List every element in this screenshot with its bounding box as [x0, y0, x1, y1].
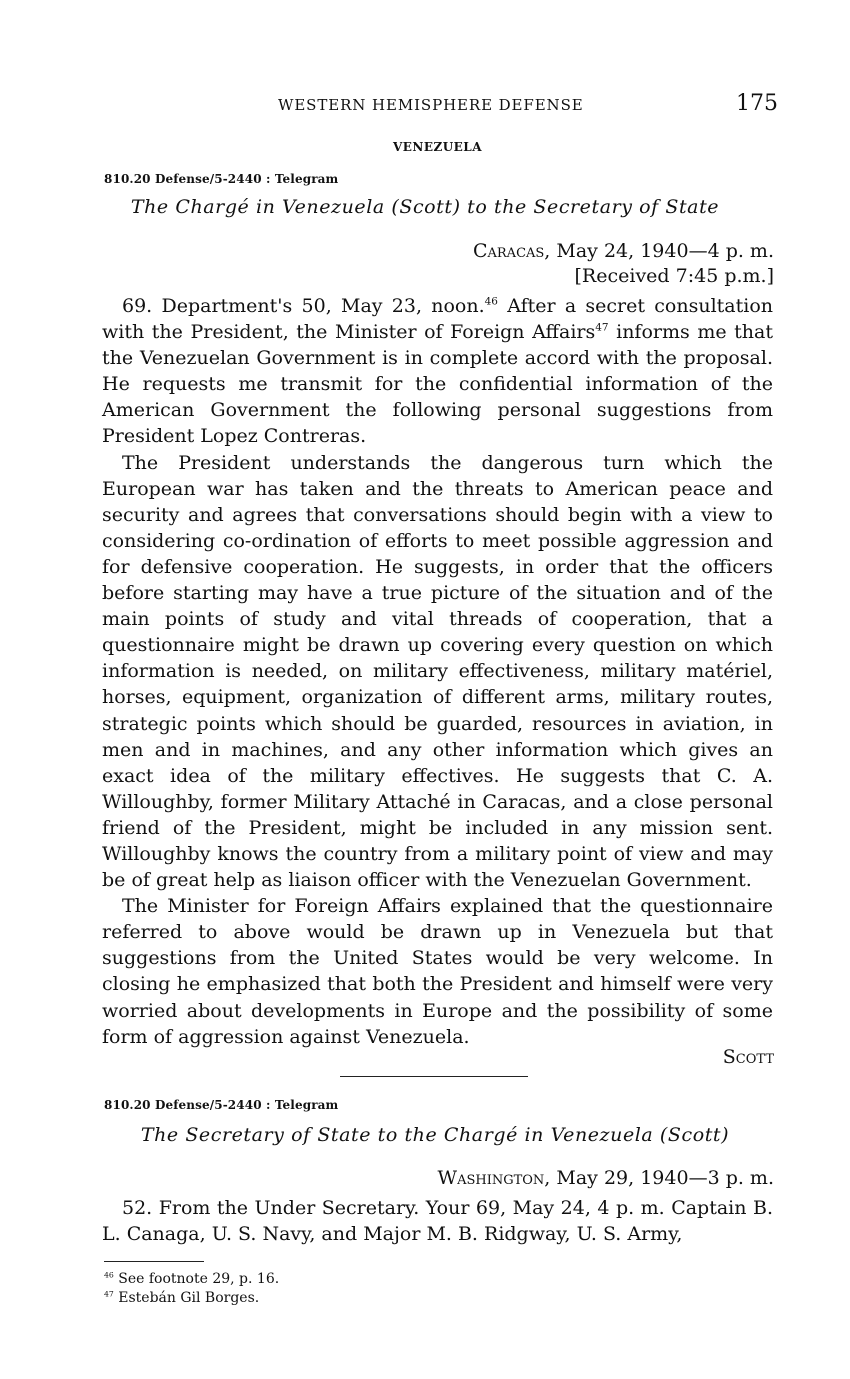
doc1-title: The Chargé in Venezuela (Scott) to the Secretary of State [130, 196, 720, 218]
doc2-date-time: May 29, 1940—3 p. m. [550, 1167, 774, 1189]
footnote-ref-46: 46 [484, 295, 498, 308]
running-header-title: WESTERN HEMISPHERE DEFENSE [278, 96, 584, 114]
doc2-title: The Secretary of State to the Chargé in Venezuela (Scott) [140, 1124, 730, 1146]
doc1-paragraph-3: The Minister for Foreign Affairs explained that the questionnaire referred to above would be drawn up in Venezuela but that suggestions from the United States would be very welcome. In closing he emphasized that both the President and himself were very worried about developments in Europe and the possibility of some form of aggression against Venezuela. [102, 895, 773, 1048]
doc1-paragraph-1-start: 69. Department's 50, May 23, noon. [122, 295, 485, 317]
footnote-47-mark: 47 [104, 1289, 114, 1299]
doc2-paragraph-1: 52. From the Under Secretary. Your 69, May 24, 4 p. m. Captain B. L. Canaga, U. S. Navy, and Major M. B. Ridgway, U. S. Army, [102, 1197, 773, 1246]
doc1-paragraph-1-middle: After a secret consultation with the President, the Minister of Foreign Affairs [102, 295, 774, 344]
doc1-place: Caracas, [472, 240, 551, 262]
doc2-body [102, 1195, 773, 1247]
doc1-received: [Received 7:45 p.m.] [574, 265, 774, 287]
page-number: 175 [736, 91, 778, 116]
footnote-46-text: See footnote 29, p. 16. [113, 1271, 280, 1287]
footnote-46 [104, 1271, 279, 1287]
section-title: VENEZUELA [392, 140, 482, 154]
doc1-paragraph-1-end: informs me that the Venezuelan Government is in complete accord with the proposal. He requests me transmit for the confidential information of the American Government the following personal suggestions from President Lopez Contreras. [102, 321, 773, 448]
footnote-46-mark: 46 [104, 1270, 114, 1280]
section-divider-rule [340, 1076, 528, 1077]
doc1-signature: Scott [722, 1046, 774, 1068]
footnote-47 [104, 1290, 259, 1306]
doc2-place: Washington, [437, 1167, 551, 1189]
footnote-rule [104, 1261, 204, 1262]
doc1-body [102, 293, 773, 1050]
doc1-paragraph-2: The President understands the dangerous turn which the European war has taken and the threats to American peace and security and agrees that conversations should begin with a view to considering co-ordination of efforts to meet possible aggression and for defensive cooperation. He suggests, in order that the officers before starting may have a true picture of the situation and of the main points of study and vital threads of cooperation, that a questionnaire might be drawn up covering every question on which information is needed, on military effectiveness, military matériel, horses, equipment, organization of different arms, military routes, strategic points which should be guarded, resources in aviation, in men and in machines, and any other information which gives an exact idea of the military effectives. He suggests that C. A. Willoughby, former Military Attaché in Caracas, and a close personal friend of the President, might be included in any mission sent. Willoughby knows the country from a military point of view and may be of great help as liaison officer with the Venezuelan Government. [102, 451, 773, 892]
doc1-date-time: May 24, 1940—4 p. m. [550, 240, 774, 262]
doc1-paragraph-1 [102, 293, 773, 450]
doc1-dateline [473, 240, 774, 262]
doc2-dateline [438, 1167, 774, 1189]
doc2-file-reference: 810.20 Defense/5-2440 : Telegram [104, 1098, 339, 1112]
footnote-47-text: Estebán Gil Borges. [113, 1290, 260, 1306]
footnote-ref-47: 47 [595, 321, 609, 334]
doc1-file-reference: 810.20 Defense/5-2440 : Telegram [104, 172, 339, 186]
